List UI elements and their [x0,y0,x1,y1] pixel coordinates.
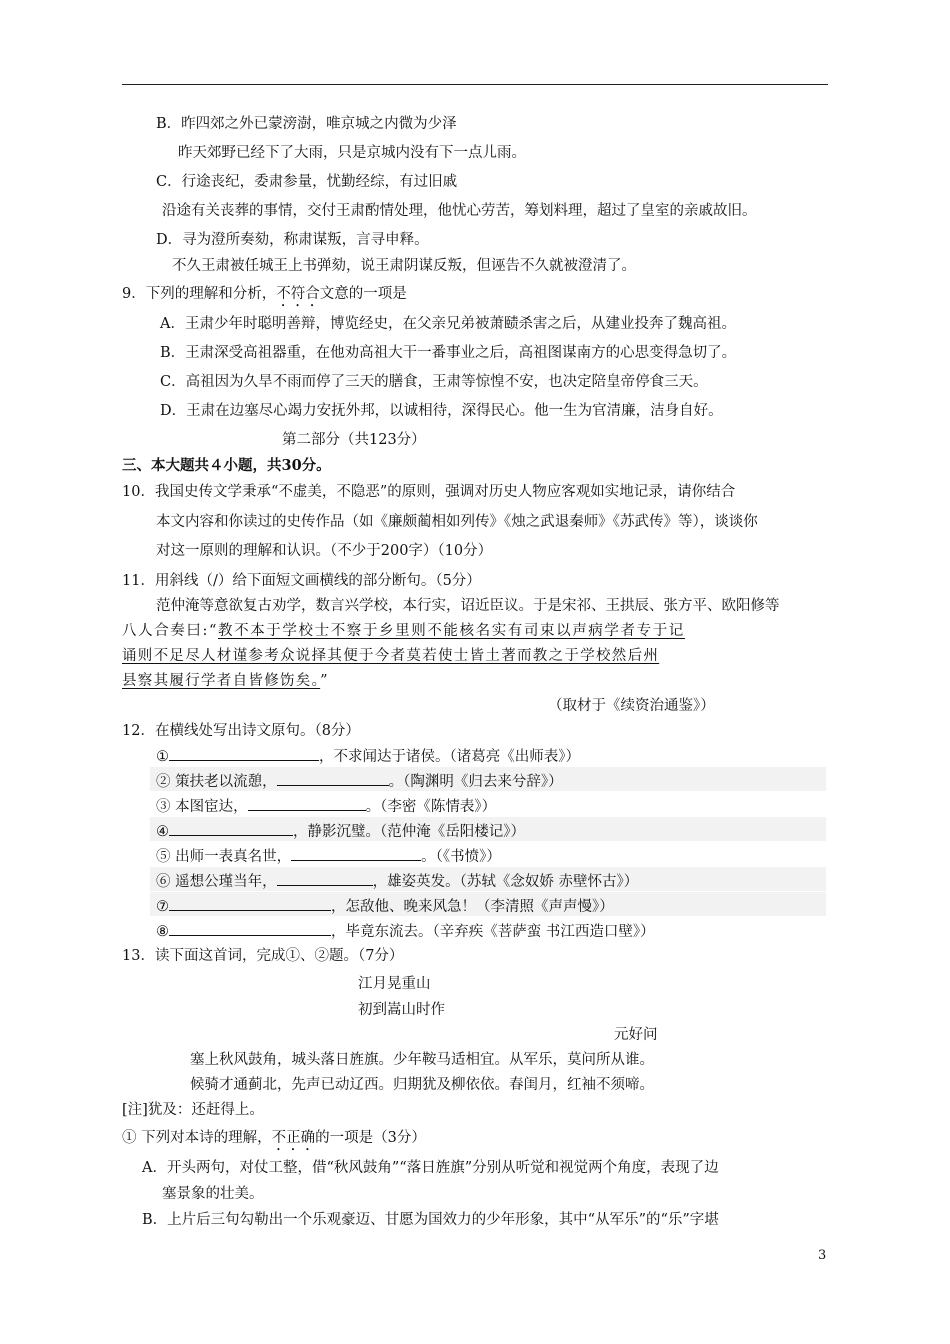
q12-item-5 [156,846,501,867]
q12-item-5-blank[interactable] [291,846,421,861]
q12-item-7-blank[interactable] [169,896,331,911]
q12-item-2-blank[interactable] [277,771,389,786]
q9-stem-pre: 9．下列的理解和分析， [122,286,277,302]
q11-closing-quote: ” [320,673,329,689]
q9-stem [122,284,407,310]
poem-title: 江月晃重山 [358,976,431,992]
q12-item-8-source: ，毕竟东流去。（辛弃疾《菩萨蛮 书江西造口壁》） [331,924,655,940]
q12-item-8 [156,921,655,942]
q12-item-3 [156,796,496,817]
header-rule [122,84,828,85]
q12-item-1-blank[interactable] [169,746,319,761]
q12-item-1-label: ① [156,749,169,765]
q13-stem: 13．读下面这首词，完成①、②题。（7分） [122,948,404,964]
q8-option-b: B．昨四郊之外已蒙滂澍，唯京城之内微为少泽 [156,116,457,132]
poem-note: [注]犹及：还赶得上。 [122,1102,264,1118]
q12-item-7-source: ，怎敌他、晚来风急！（李清照《声声慢》） [331,899,614,915]
q12-item-7 [156,896,614,917]
q13-sub1-emphasis: 不正确 [271,1130,316,1146]
q12-item-4 [156,821,525,842]
q13-sub1-post: 的一项是（3分） [315,1130,426,1146]
q10-line-2: 本文内容和你读过的史传作品（如《廉颇蔺相如列传》《烛之武退秦师》《苏武传》等），谈谈你 [156,514,758,530]
q13-sub-question-1 [122,1128,426,1154]
q12-stem: 12．在横线处写出诗文原句。（8分） [122,723,360,739]
q12-item-3-source: 。（李密《陈情表》） [365,799,497,815]
q11-passage-line-4 [122,671,329,691]
q12-item-8-blank[interactable] [169,921,331,936]
poem-subtitle: 初到嵩山时作 [358,1002,445,1018]
poem-verse-2: 候骑才通蓟北，先声已动辽西。归期犹及柳依依。春闺月，红袖不须啼。 [190,1077,654,1093]
q12-item-5-label: ⑤ 出师一表真名世， [156,849,292,865]
q11-source: （取材于《续资治通鉴》） [548,698,715,714]
q11-passage-lead: 八人合奏曰:“ [122,623,218,639]
q9-stem-emphasis: 不符合 [276,286,320,302]
q11-passage-line-3 [122,646,659,666]
q13-option-b-line-1: B．上片后三句勾勒出一个乐观豪迈、甘愿为国效力的少年形象，其中“从军乐”的“乐”字堪 [142,1212,719,1228]
q12-item-6-label: ⑥ 遥想公瑾当年， [156,874,277,890]
q12-item-4-blank[interactable] [169,821,293,836]
q11-underlined-text-3: 县察其履行学者自皆修饬矣。 [122,673,321,689]
poem-verse-1: 塞上秋风鼓角，城头落日旌旗。少年鞍马适相宜。从军乐，莫问所从谁。 [190,1052,654,1068]
q12-item-6 [156,871,638,892]
q9-option-c: C．高祖因为久旱不雨而停了三天的膳食，王肃等惊惶不安，也决定陪皇帝停食三天。 [160,374,708,390]
q9-option-a: A．王肃少年时聪明善辩，博览经史，在父亲兄弟被萧赜杀害之后，从建业投奔了魏高祖。 [160,316,736,332]
q8-option-d-translation: 不久王肃被任城王上书弹劾，说王肃阴谋反叛，但诬告不久就被澄清了。 [172,258,636,274]
q9-stem-post: 文意的一项是 [319,286,407,302]
q11-underlined-text-2: 诵则不足尽人材谨参考众说择其便于今者莫若使士皆土著而教之于学校然后州 [122,648,660,664]
q8-option-d: D．寻为澄所奏劾，称肃谋叛，言寻申释。 [156,232,429,248]
q13-option-a-line-1: A．开头两句，对仗工整，借“秋风鼓角”“落日旌旗”分别从听觉和视觉两个角度，表现了边 [142,1160,719,1176]
q12-item-2-source: 。（陶渊明《归去来兮辞》） [388,774,563,790]
q11-stem: 11．用斜线（/）给下面短文画横线的部分断句。（5分） [122,573,481,589]
q11-underlined-text-1: 教不本于学校士不察于乡里则不能核名实有司束以声病学者专于记 [218,623,685,639]
q13-sub1-pre: ① 下列对本诗的理解， [122,1130,272,1146]
q12-item-5-source: 。（《书愤》） [421,849,501,865]
q8-option-c-translation: 沿途有关丧葬的事情，交付王肃酌情处理，他忧心劳苦，筹划料理，超过了皇室的亲戚故旧。 [162,203,757,219]
q10-line-3: 对这一原则的理解和认识。（不少于200字）（10分） [156,543,493,559]
q12-item-3-label: ③ 本图宦达， [156,799,248,815]
q8-option-b-translation: 昨天郊野已经下了大雨，只是京城内没有下一点儿雨。 [178,145,526,161]
q8-option-c: C．行途丧纪，委肃参量，忧勤经综，有过旧戚 [156,174,458,190]
q12-item-3-blank[interactable] [248,796,366,811]
part-two-heading: 第二部分（共123分） [282,432,426,448]
q10-line-1: 10．我国史传文学秉承“不虚美，不隐恶”的原则，强调对历史人物应客观如实地记录，请你结合 [122,484,736,500]
q11-passage-line-1: 范仲淹等意欲复古劝学，数言兴学校，本行实，诏近臣议。于是宋祁、王拱辰、张方平、欧阳修等 [156,598,780,614]
q12-item-4-label: ④ [156,824,169,840]
q11-passage-line-2 [122,621,685,641]
q12-item-6-source: ，雄姿英发。（苏轼《念奴娇 赤壁怀古》） [372,874,639,890]
q12-item-6-blank[interactable] [277,871,373,886]
q12-item-2 [156,771,563,792]
q13-option-a-line-2: 塞景象的壮美。 [162,1186,264,1202]
page-number: 3 [818,1248,827,1263]
q12-item-7-label: ⑦ [156,899,169,915]
q12-item-1 [156,746,580,767]
section-three-heading: 三、本大题共４小题，共30分。 [122,457,331,474]
q12-item-1-source: ，不求闻达于诸侯。（诸葛亮《出师表》） [319,749,580,765]
q12-item-8-label: ⑧ [156,924,169,940]
q9-option-b: B．王肃深受高祖器重，在他劝高祖大干一番事业之后，高祖图谋南方的心思变得急切了。 [160,345,737,361]
poem-author: 元好问 [614,1027,658,1043]
q12-item-2-label: ② 策扶老以流憩， [156,774,277,790]
q12-item-4-source: ，静影沉璧。（范仲淹《岳阳楼记》） [293,824,525,840]
q9-option-d: D．王肃在边塞尽心竭力安抚外邦，以诚相待，深得民心。他一生为官清廉，洁身自好。 [160,403,723,419]
